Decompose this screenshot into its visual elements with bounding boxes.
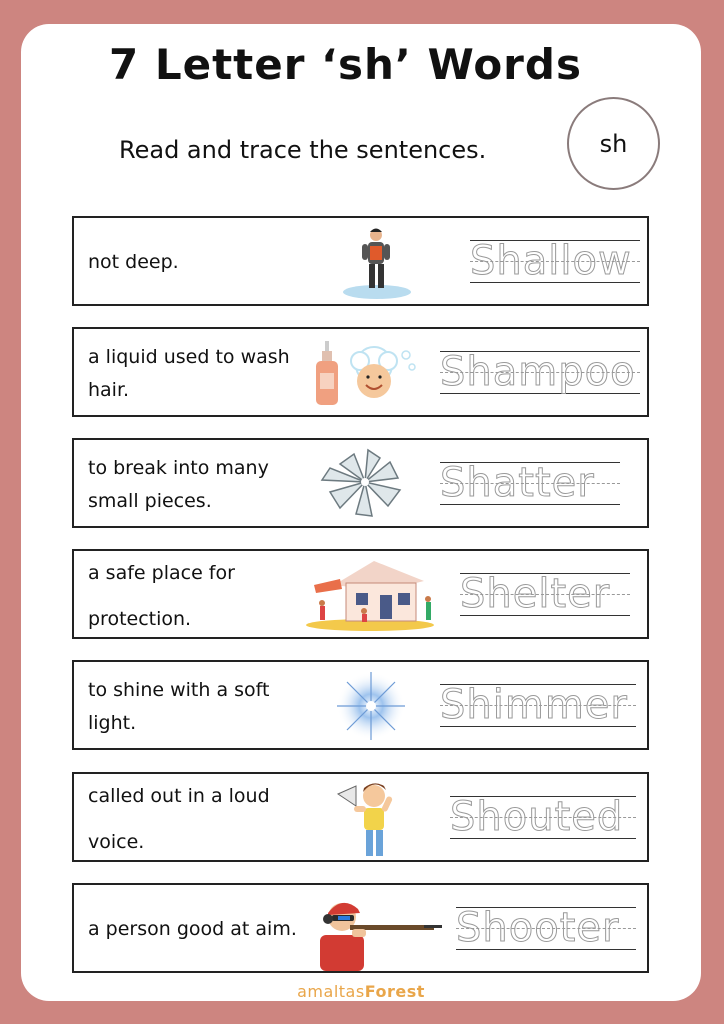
tracing-area[interactable] [440,680,636,730]
word-row-shampoo [72,327,649,417]
clue-text: to shine with a soft light. [88,678,270,734]
brand-light: amaltas [297,982,365,1001]
glowing-light-burst-icon [316,666,426,746]
man-standing-in-shallow-water-icon [322,222,432,302]
clue-text: a person good at aim. [88,918,297,941]
tracing-area[interactable] [450,792,636,842]
shampoo-bottle-and-foamy-head-icon [308,333,428,413]
trace-word: Shooter [456,905,620,951]
instruction-text: Read and trace the sentences. [119,136,487,164]
word-row-shooter [72,883,649,973]
word-row-shouted [72,772,649,862]
trace-word: Shatter [440,460,595,506]
word-row-shatter [72,438,649,528]
brand-bold: Forest [364,982,425,1001]
sh-badge: sh [567,97,660,190]
tracing-area[interactable] [440,347,640,397]
trace-word: Shimmer [440,682,628,728]
clue-text: called out in a loud voice. [88,785,270,853]
trace-word: Shouted [450,794,624,840]
page-title: 7 Letter ‘sh’ Words [109,40,582,89]
clue-text: not deep. [88,251,179,274]
shooter-with-rifle-icon [316,887,446,973]
tracing-area[interactable] [470,236,640,286]
trace-word: Shallow [470,238,632,284]
tracing-area[interactable] [456,903,636,953]
worksheet [21,24,701,1001]
trace-word: Shelter [460,571,611,617]
clue-text: a liquid used to wash hair. [88,345,290,401]
tracing-area[interactable] [460,569,630,619]
clue-text: a safe place for protection. [88,562,235,630]
word-row-shelter [72,549,649,639]
tracing-area[interactable] [440,458,620,508]
word-row-shimmer [72,660,649,750]
house-shelter-with-people-icon [300,555,440,635]
clue-text: to break into many small pieces. [88,456,269,512]
shattered-glass-icon [310,444,420,524]
word-row-shallow [72,216,649,306]
trace-word: Shampoo [440,349,636,395]
boy-shouting-with-megaphone-icon [330,776,420,862]
brand-footer [21,982,701,1001]
